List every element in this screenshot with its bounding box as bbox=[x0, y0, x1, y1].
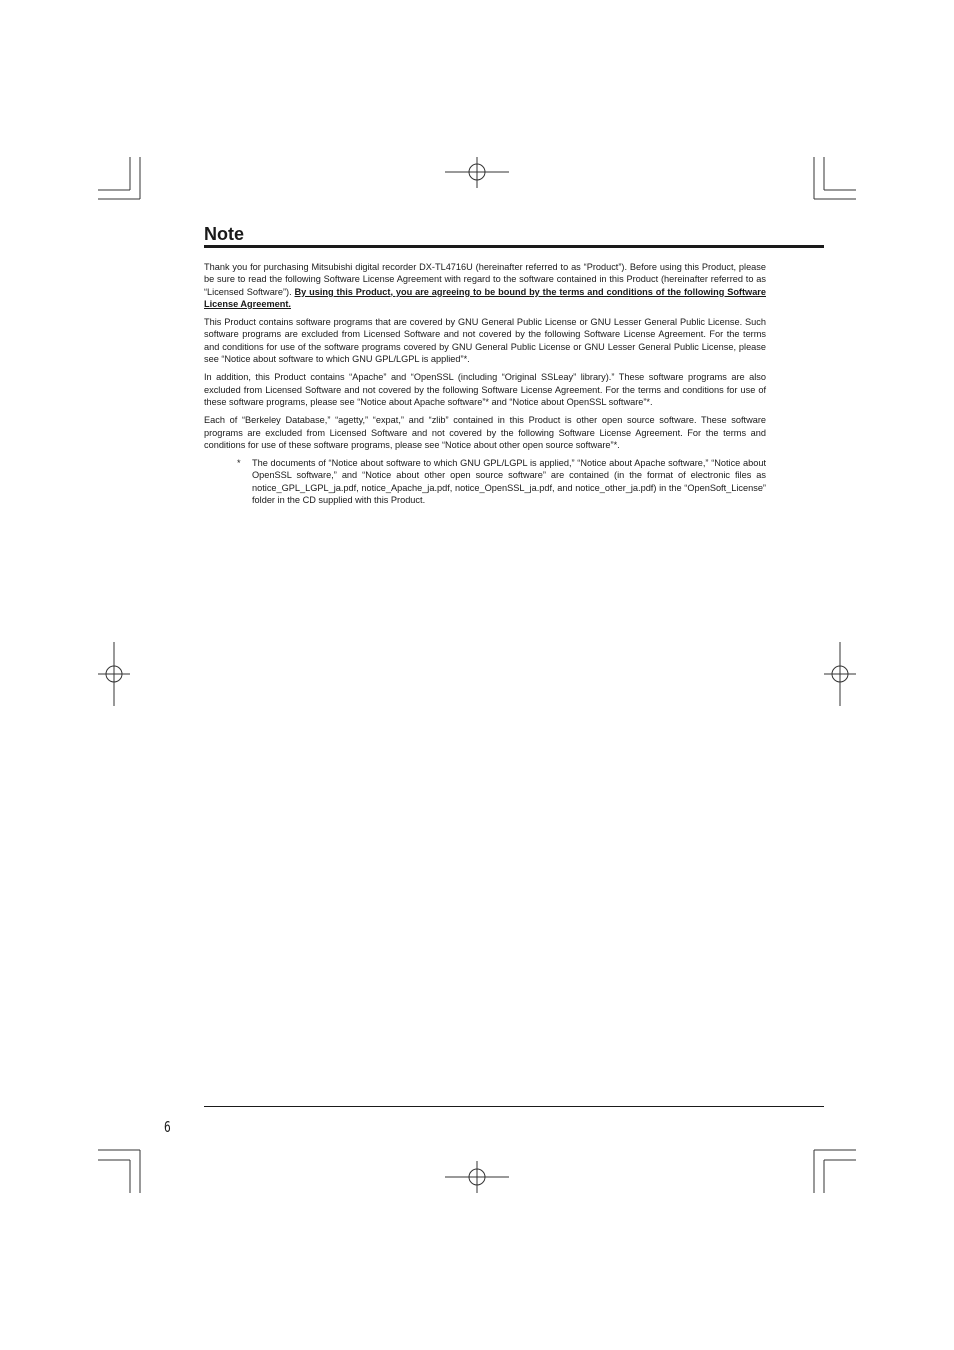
page-number: 6 bbox=[164, 1118, 171, 1136]
title-underline bbox=[204, 245, 824, 248]
page-title: Note bbox=[204, 224, 244, 244]
paragraph-intro-text: Thank you for purchasing Mitsubishi digital recorder DX-TL4716U (hereinafter referred to as “Product”). Before using this Product, please be sure to read the following Software License Agreement with regard to the software contained in this Product (hereinafter referred to as “Licensed Software”). bbox=[204, 262, 766, 297]
paragraph-other-oss: Each of “Berkeley Database,” “agetty,” “expat,” and “zlib” contained in this Product is other open source software. These software programs are excluded from Licensed Software and not covered by the following Software License Agreement. For the terms and conditions for use of these software programs, please see “Notice about other open source software”*. bbox=[204, 415, 766, 450]
crop-mark-bottom-right bbox=[814, 1150, 856, 1193]
note-body bbox=[204, 261, 766, 506]
footnote-text: The documents of “Notice about software to which GNU GPL/LGPL is applied,” “Notice about Apache software,” “Notice about OpenSSL software,” and “Notice about other open source software” are contained (in the format of electronic files as notice_GPL_LGPL_ja.pdf, notice_Apache_ja.pdf, notice_OpenSSL_ja.pdf, and notice_other_ja.pdf) in the “OpenSoft_License” folder in the CD supplied with this Product. bbox=[252, 458, 766, 506]
registration-mark-top bbox=[445, 157, 509, 188]
paragraph-gpl: This Product contains software programs that are covered by GNU General Public License or GNU Lesser General Public License. Such software programs are excluded from Licensed Software and not covered by the following Software License Agreement. For the terms and conditions for use of the software programs covered by GNU General Public License or GNU Lesser General Public License, please see “Notice about software to which GNU GPL/LGPL is applied”*. bbox=[204, 317, 766, 365]
registration-mark-right bbox=[824, 642, 856, 706]
registration-mark-left bbox=[98, 642, 130, 706]
crop-mark-bottom-left bbox=[98, 1150, 140, 1193]
footnote-marker: * bbox=[237, 458, 241, 469]
footer-rule bbox=[204, 1106, 824, 1107]
footnote bbox=[204, 457, 766, 506]
paragraph-apache-openssl: In addition, this Product contains “Apache” and “OpenSSL (including “Original SSLeay” library).” These software programs are also excluded from Licensed Software and not covered by the following Software License Agreement. For the terms and conditions for use of these software programs, please see “Notice about Apache software”* and “Notice about OpenSSL software”*. bbox=[204, 372, 766, 407]
crop-mark-top-left bbox=[98, 157, 140, 199]
registration-mark-bottom bbox=[445, 1161, 509, 1193]
paragraph-intro-emphasis: By using this Product, you are agreeing to be bound by the terms and conditions of the following Software License Agreement. bbox=[204, 286, 766, 309]
crop-mark-top-right bbox=[814, 157, 856, 199]
paragraph-intro bbox=[204, 261, 766, 310]
